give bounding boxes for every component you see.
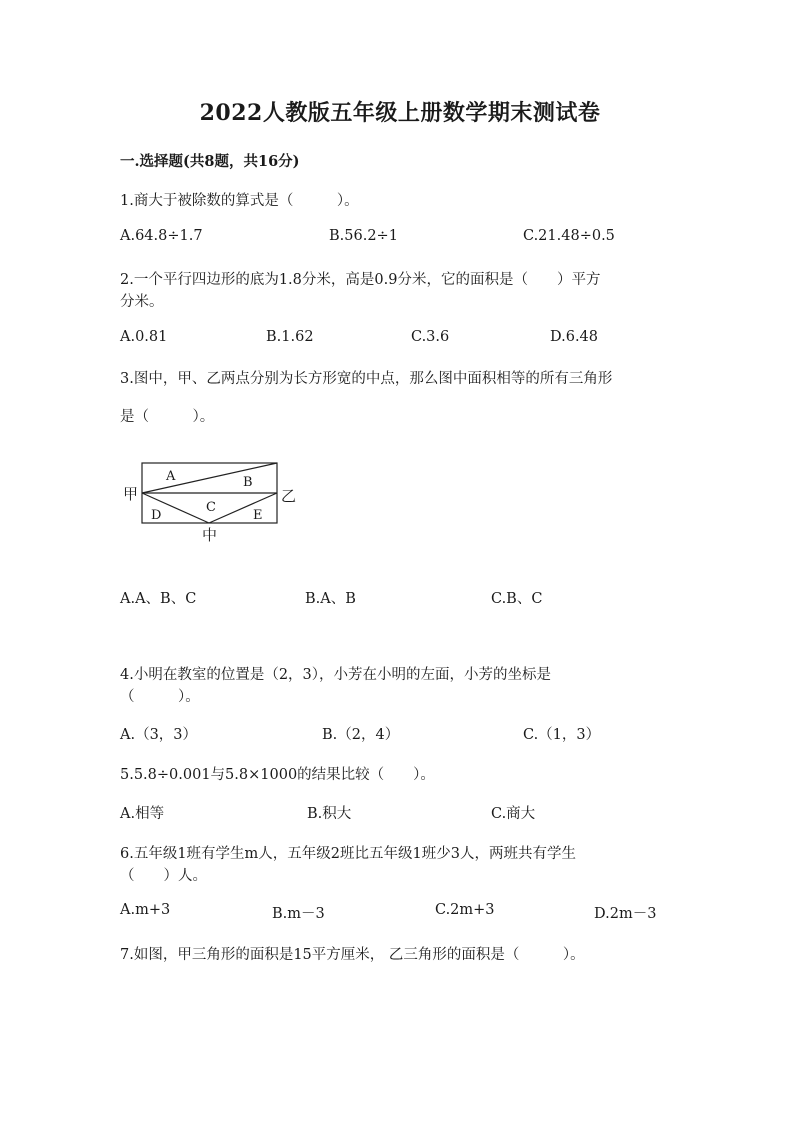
question-3-line-2: 是（ ）。 — [120, 409, 215, 425]
figure-label-jia: 甲 — [123, 485, 139, 503]
section-heading: 一.选择题(共8题，共16分) — [120, 153, 300, 170]
rectangle-triangle-figure — [118, 455, 308, 550]
q6-option-a: A.m+3 — [120, 902, 171, 918]
figure-label-a: A — [166, 469, 176, 484]
q2-option-b: B.1.62 — [266, 329, 314, 345]
q2-option-d: D.6.48 — [550, 329, 599, 345]
figure-label-e: E — [253, 508, 263, 523]
q1-option-a: A.64.8÷1.7 — [120, 228, 203, 244]
figure-svg — [118, 455, 308, 550]
question-5: 5.5.8÷0.001与5.8×1000的结果比较（ ）。 — [120, 767, 435, 783]
question-2-line-2: 分米。 — [120, 294, 164, 310]
question-6-line-1: 6.五年级1班有学生m人，五年级2班比五年级1班少3人，两班共有学生 — [120, 846, 576, 862]
question-4-line-2: （ ）。 — [120, 689, 200, 705]
question-2-line-1: 2.一个平行四边形的底为1.8分米，高是0.9分米，它的面积是（ ）平方 — [120, 272, 601, 288]
figure-label-c: C — [206, 500, 216, 515]
q4-option-c: C.（1，3） — [523, 727, 601, 743]
q4-option-b: B.（2，4） — [322, 727, 400, 743]
q2-option-a: A.0.81 — [120, 329, 168, 345]
q5-option-a: A.相等 — [120, 806, 165, 822]
q6-option-b: B.m－3 — [272, 906, 325, 922]
q1-option-c: C.21.48÷0.5 — [523, 228, 615, 244]
q3-option-c: C.B、C — [491, 591, 543, 607]
q3-option-b: B.A、B — [305, 591, 356, 607]
q2-option-c: C.3.6 — [411, 329, 450, 345]
q3-option-a: A.A、B、C — [120, 591, 197, 607]
question-1: 1.商大于被除数的算式是（ ）。 — [120, 193, 359, 209]
figure-diagonal — [142, 463, 277, 493]
question-6-line-2: （ ）人。 — [120, 868, 207, 884]
q6-option-d: D.2m－3 — [594, 906, 657, 922]
figure-right-slant — [209, 493, 277, 523]
q5-option-b: B.积大 — [307, 806, 352, 822]
q1-option-b: B.56.2÷1 — [329, 228, 398, 244]
q4-option-a: A.（3，3） — [120, 727, 198, 743]
q6-option-c: C.2m+3 — [435, 902, 495, 918]
figure-label-yi: 乙 — [281, 487, 297, 505]
q5-option-c: C.商大 — [491, 806, 536, 822]
figure-label-b: B — [243, 475, 253, 490]
question-4-line-1: 4.小明在教室的位置是（2，3），小芳在小明的左面，小芳的坐标是 — [120, 667, 552, 683]
page-title: 2022人教版五年级上册数学期末测试卷 — [199, 100, 601, 126]
figure-label-d: D — [151, 508, 162, 523]
figure-label-zhong: 中 — [202, 526, 218, 544]
question-7: 7.如图，甲三角形的面积是15平方厘米， 乙三角形的面积是（ ）。 — [120, 947, 585, 963]
question-3-line-1: 3.图中，甲、乙两点分别为长方形宽的中点，那么图中面积相等的所有三角形 — [120, 371, 613, 387]
